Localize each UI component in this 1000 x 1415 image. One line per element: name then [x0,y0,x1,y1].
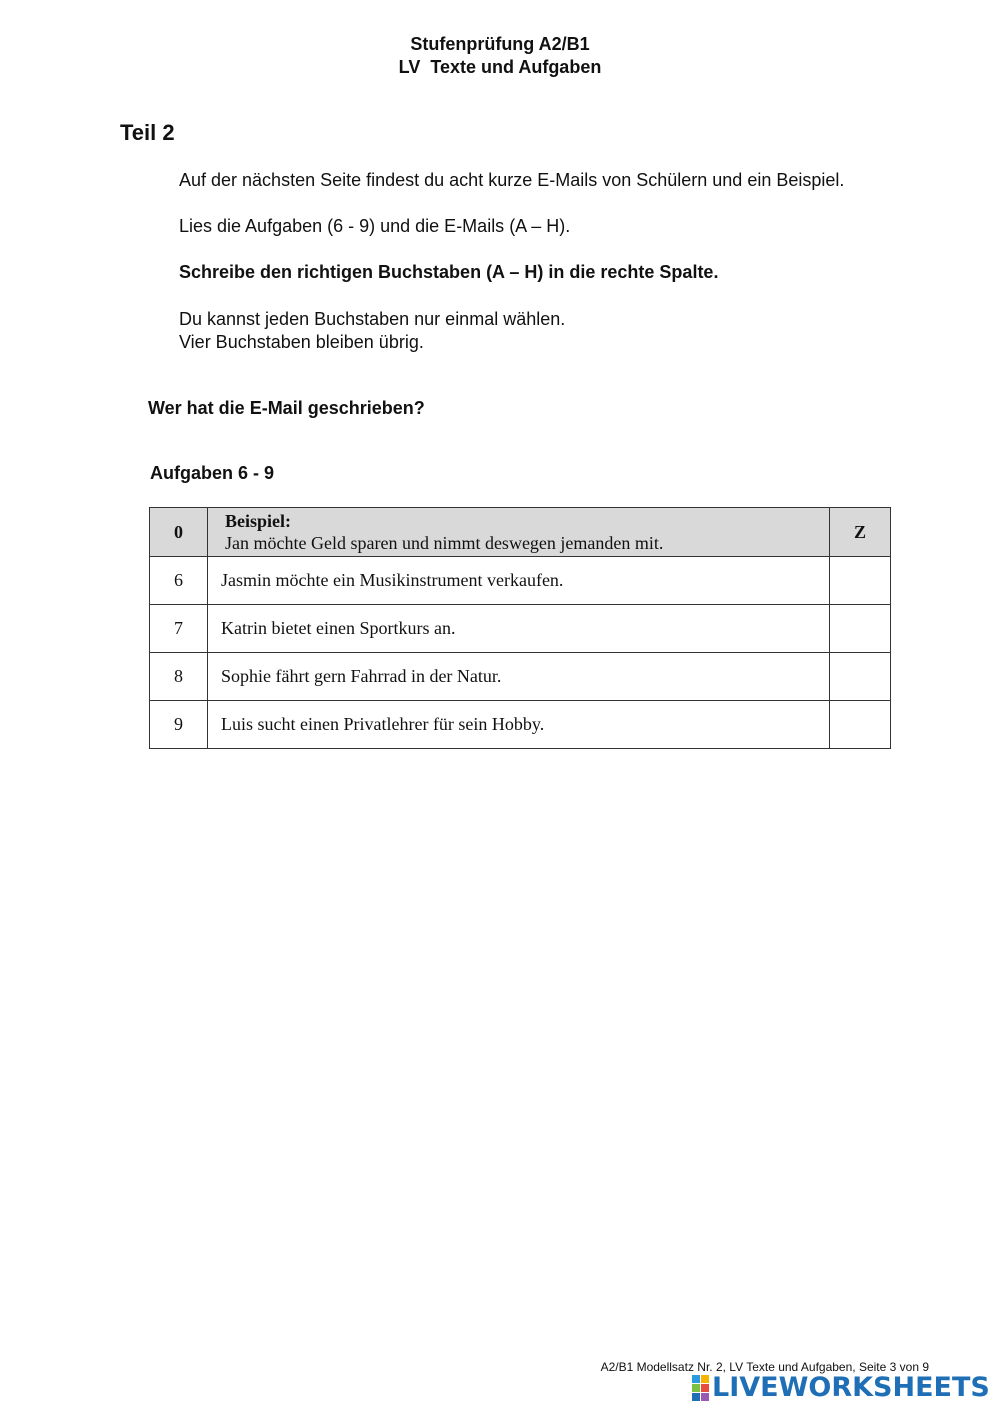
logo-square [701,1375,709,1383]
task-text: Luis sucht einen Privatlehrer für sein Hobby. [208,701,830,749]
logo-square [701,1384,709,1392]
example-cell [208,508,830,557]
example-number: 0 [150,508,208,557]
document-header [0,33,1000,79]
instruction-4: Du kannst jeden Buchstaben nur einmal wählen. [179,309,566,329]
logo-mark-icon [692,1375,709,1401]
task-text: Katrin bietet einen Sportkurs an. [208,605,830,653]
answer-field[interactable] [830,653,890,700]
example-answer: Z [830,508,891,557]
answer-cell[interactable] [830,605,891,653]
tasks-heading: Aufgaben 6 - 9 [150,463,275,483]
answer-field[interactable] [830,605,890,652]
answer-cell[interactable] [830,653,891,701]
table-row [150,701,891,749]
table-row [150,557,891,605]
answer-cell[interactable] [830,701,891,749]
task-number: 8 [150,653,208,701]
example-label: Beispiel: [225,511,291,531]
tasks-table [149,507,891,749]
task-text: Sophie fährt gern Fahrrad in der Natur. [208,653,830,701]
instruction-2: Lies die Aufgaben (6 - 9) und die E-Mails (A – H). [179,216,571,236]
task-number: 6 [150,557,208,605]
section-title: Teil 2 [120,120,175,145]
logo-square [692,1375,700,1383]
liveworksheets-logo[interactable] [692,1373,990,1403]
answer-cell[interactable] [830,557,891,605]
logo-square [701,1393,709,1401]
example-row [150,508,891,557]
page-footer: A2/B1 Modellsatz Nr. 2, LV Texte und Aufgaben, Seite 3 von 9 [600,1360,929,1374]
instruction-3: Schreibe den richtigen Buchstaben (A – H) in die rechte Spalte. [179,262,719,282]
example-text: Jan möchte Geld sparen und nimmt deswegen jemanden mit. [225,533,664,553]
instruction-5: Vier Buchstaben bleiben übrig. [179,332,424,352]
header-title: Stufenprüfung A2/B1 [410,34,590,54]
table-row [150,653,891,701]
task-number: 7 [150,605,208,653]
task-text: Jasmin möchte ein Musikinstrument verkaufen. [208,557,830,605]
task-number: 9 [150,701,208,749]
logo-square [692,1384,700,1392]
header-subtitle: LV Texte und Aufgaben [398,57,602,77]
table-row [150,605,891,653]
logo-text: LIVEWORKSHEETS [712,1372,990,1403]
question-heading: Wer hat die E-Mail geschrieben? [148,398,425,418]
logo-square [692,1393,700,1401]
answer-field[interactable] [830,701,890,748]
instruction-1: Auf der nächsten Seite findest du acht kurze E-Mails von Schülern und ein Beispiel. [179,170,845,190]
answer-field[interactable] [830,557,890,604]
